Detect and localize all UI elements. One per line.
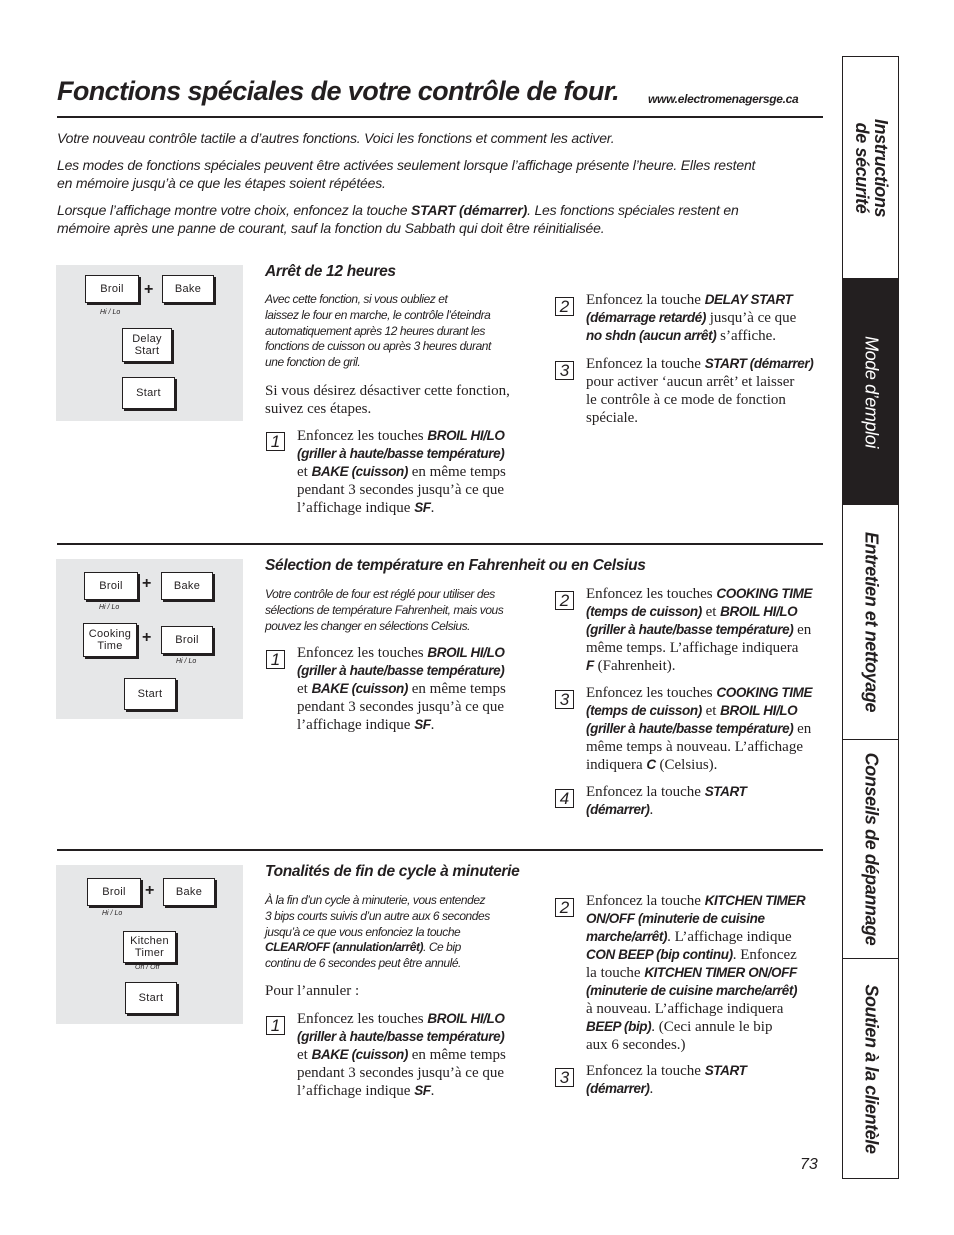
step-number: 1	[266, 650, 285, 669]
step-4-fc: Enfoncez la touche START (démarrer).	[586, 784, 747, 818]
broil-key[interactable]	[85, 275, 139, 303]
step-number: 3	[555, 690, 574, 709]
step-1-timer: Enfoncez les touches BROIL HI/LO (griller à haute/basse température) et BAKE (cuisson) en même temps pendant 3 secondes jusqu’à ce que l’affichage indique SF.	[297, 1011, 506, 1099]
body-line: suivez ces étapes.	[265, 401, 372, 417]
step-2-fc: Enfoncez les touches COOKING TIME (temps de cuisson) et BROIL HI/LO (griller à haute/basse température) en même temps. L’affichage indiquera F (Fahrenheit).	[586, 586, 813, 674]
broil-key-label: Broil	[175, 634, 199, 646]
section-sidebar	[842, 56, 899, 1179]
note-line: À la fin d’un cycle à minuterie, vous entendez	[265, 893, 486, 907]
plus-sign: +	[142, 575, 152, 592]
start-key[interactable]	[125, 982, 177, 1014]
note-line: Votre contrôle de four est réglé pour utiliser des	[265, 587, 495, 601]
step-1-fc: Enfoncez les touches BROIL HI/LO (griller à haute/basse température) et BAKE (cuisson) en même temps pendant 3 secondes jusqu’à ce que l’affichage indique SF.	[297, 645, 506, 733]
tab-label: Conseils de dépannage	[861, 752, 881, 946]
plus-sign: +	[142, 629, 152, 646]
bake-key-label: Bake	[174, 283, 202, 295]
keypad-panel-fc	[56, 559, 243, 719]
broil-key-label: Broil	[102, 886, 126, 898]
website-url[interactable]: www.electromenagersge.ca	[648, 92, 799, 106]
broil-key-label: Broil	[100, 283, 124, 295]
page-number: 73	[800, 1156, 818, 1173]
intro-p2-line2: en mémoire jusqu’à ce que les étapes soient répétées.	[57, 175, 386, 191]
bake-key-label: Bake	[175, 886, 203, 898]
step-number: 3	[555, 1068, 574, 1087]
note-line: continu de 6 secondes peut être annulé.	[265, 956, 461, 971]
intro-paragraph-3	[57, 201, 827, 237]
start-key-label: Start	[138, 992, 164, 1004]
keypad-panel-timer	[56, 865, 243, 1024]
step-1-12h: Enfoncez les touches BROIL HI/LO (griller à haute/basse température) et BAKE (cuisson) en même temps pendant 3 secondes jusqu’à ce que l’affichage indique SF.	[297, 428, 506, 516]
bake-key-label: Bake	[173, 580, 201, 592]
hilo-label: Hi / Lo	[176, 658, 197, 665]
title-rule	[57, 116, 823, 118]
step-number: 1	[266, 1016, 285, 1035]
page-title: Fonctions spéciales de votre contrôle de four.	[57, 76, 620, 106]
section-body-12h	[265, 382, 510, 418]
broil-key[interactable]	[84, 572, 138, 600]
section-note-12h	[265, 292, 530, 371]
timer-key-label: Timer	[134, 947, 165, 959]
broil-key[interactable]	[161, 626, 213, 654]
keypad-panel-12h	[56, 265, 243, 421]
tab-label: Entretien et nettoyage	[861, 531, 881, 713]
body-line: Si vous désirez désactiver cette fonction,	[265, 383, 510, 399]
intro-paragraph-2	[57, 156, 827, 192]
broil-key-label: Broil	[99, 580, 123, 592]
step-number: 4	[555, 789, 574, 808]
tab-care-and-cleaning[interactable]	[843, 505, 898, 739]
section-title-12h: Arrêt de 12 heures	[265, 263, 396, 280]
note-line: Avec cette fonction, si vous oubliez et	[265, 292, 448, 306]
start-key-label: Start	[137, 688, 163, 700]
cooking-time-key[interactable]	[83, 623, 137, 657]
section-title-fc: Sélection de température en Fahrenheit ou en Celsius	[265, 557, 646, 574]
step-number: 1	[266, 432, 285, 451]
note-line: une fonction de gril.	[265, 355, 361, 370]
onoff-label: On / Off	[135, 964, 160, 971]
tab-safety-instructions[interactable]	[843, 57, 898, 278]
start-key-label: Start	[136, 387, 161, 399]
tab-troubleshooting[interactable]	[843, 740, 898, 958]
step-number: 2	[555, 591, 574, 610]
note-line: 3 bips courts suivis d’un autre aux 6 secondes	[265, 908, 490, 923]
tab-customer-service[interactable]	[843, 959, 898, 1178]
note-line: jusqu’à ce que vous enfonciez la touche	[265, 924, 461, 939]
bake-key[interactable]	[161, 572, 213, 600]
step-3-12h: Enfoncez la touche START (démarrer) pour activer ‘aucun arrêt’ et laisser le contrôle à ce mode de fonction spéciale.	[586, 356, 814, 426]
start-word-label: Start	[134, 345, 160, 357]
intro-p3-bold: START (démarrer)	[410, 202, 528, 218]
broil-key[interactable]	[87, 878, 141, 906]
note-line: laissez le four en marche, le contrôle l’éteindra	[265, 307, 491, 322]
section-rule	[57, 849, 823, 851]
bake-key[interactable]	[162, 275, 214, 303]
step-number: 2	[555, 297, 574, 316]
section-body-timer: Pour l’annuler :	[265, 983, 360, 999]
step-3-fc: Enfoncez les touches COOKING TIME (temps de cuisson) et BROIL HI/LO (griller à haute/basse température) en même temps à nouveau. L’affichage indiquera C (Celsius).	[586, 685, 813, 773]
plus-sign: +	[144, 281, 154, 298]
note-bold: CLEAR/OFF (annulation/arrêt)	[265, 940, 424, 955]
note-line: . Ce bip	[423, 940, 461, 955]
hilo-label: Hi / Lo	[100, 309, 121, 316]
start-key[interactable]	[124, 678, 176, 710]
hilo-label: Hi / Lo	[102, 910, 123, 917]
step-2-timer: Enfoncez la touche KITCHEN TIMER ON/OFF (minuterie de cuisine marche/arrêt). L’affichage indique CON BEEP (bip continu). Enfoncez la touche KITCHEN TIMER ON/OFF (minuterie de cuisine marche/arrêt) à nouveau. L’affichage indiquera BEEP (bip). (Ceci annule le bip aux 6 secondes.)	[586, 893, 806, 1053]
section-note-fc	[265, 587, 530, 634]
tab-label: Soutien à la clientèle	[861, 983, 881, 1154]
section-title-timer: Tonalités de fin de cycle à minuterie	[265, 863, 520, 880]
step-number: 2	[555, 898, 574, 917]
step-number: 3	[555, 361, 574, 380]
bake-key[interactable]	[163, 878, 215, 906]
note-line: fonctions de cuisson ou après 3 heures durant	[265, 339, 491, 354]
kitchen-timer-key[interactable]	[123, 931, 176, 963]
intro-p3-line2: mémoire après une panne de courant, sauf la fonction du Sabbath qui doit être réinitialisée.	[57, 220, 605, 236]
step-3-timer: Enfoncez la touche START (démarrer).	[586, 1063, 747, 1097]
tab-label: Instructions de sécurité	[851, 118, 891, 217]
kitchen-key-label: Kitchen	[130, 935, 169, 947]
cooking-key-label: Cooking	[88, 628, 132, 640]
intro-p3-text2: . Les fonctions spéciales restent en	[527, 202, 739, 218]
start-key[interactable]	[122, 377, 175, 409]
step-2-12h: Enfoncez la touche DELAY START (démarrage retardé) jusqu’à ce que no shdn (aucun arrêt) s’affiche.	[586, 292, 797, 344]
hilo-label: Hi / Lo	[99, 604, 120, 611]
note-line: automatiquement après 12 heures durant les	[265, 323, 485, 338]
plus-sign: +	[145, 882, 155, 899]
note-line: sélections de température Fahrenheit, mais vous	[265, 602, 504, 617]
tab-label: Mode d’emploi	[861, 335, 881, 448]
intro-p2-line1: Les modes de fonctions spéciales peuvent être activées seulement lorsque l’affichage présente l’heure. Elles restent	[57, 157, 756, 173]
delay-start-key[interactable]	[122, 328, 172, 362]
delay-key-label: Delay	[132, 333, 162, 345]
intro-p3-text: Lorsque l’affichage montre votre choix, enfoncez la touche	[57, 202, 411, 218]
note-line: pouvez les changer en sélections Celsius.	[265, 618, 471, 633]
intro-paragraph-1: Votre nouveau contrôle tactile a d’autres fonctions. Voici les fonctions et comment les activer.	[57, 130, 615, 146]
time-key-label: Time	[97, 640, 123, 652]
section-note-timer	[265, 893, 530, 972]
tab-operating-instructions[interactable]	[843, 278, 898, 505]
section-rule	[57, 543, 823, 545]
